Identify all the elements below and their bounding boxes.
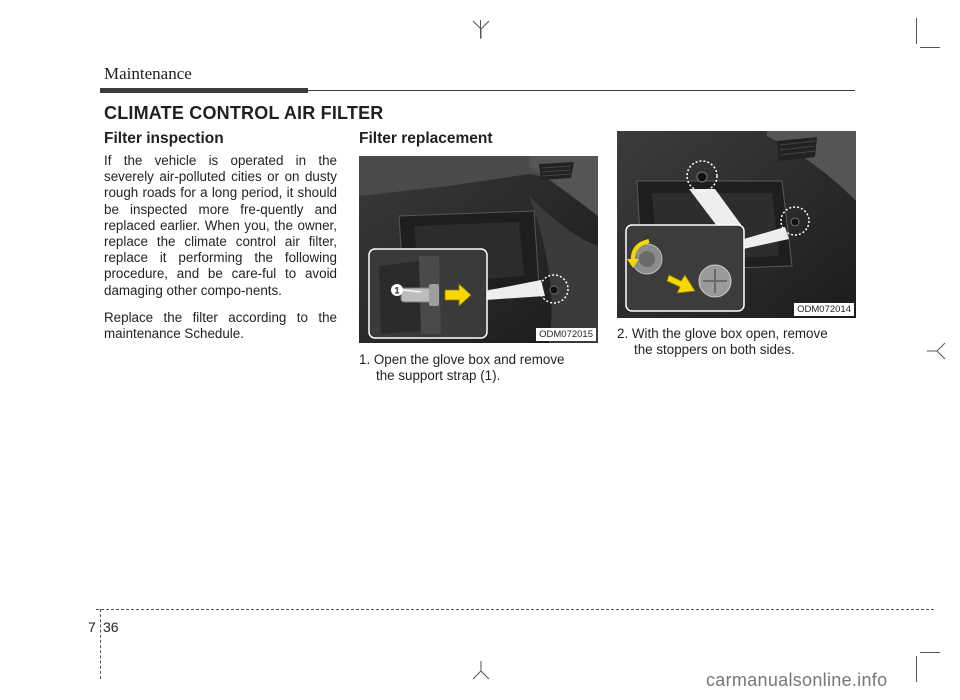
page-number: 36 (103, 619, 119, 635)
crop-mark-top-right-v (916, 18, 917, 44)
crop-mark-bottom-center (470, 660, 492, 682)
page-chapter-number: 7 (88, 619, 96, 635)
footer-vertical-rule (100, 609, 101, 679)
crop-mark-bottom-right-h (920, 652, 940, 653)
figure-glove-box-strap (359, 156, 598, 343)
glove-box-stoppers-illustration (617, 131, 856, 318)
crop-mark-top-right-h (920, 47, 940, 48)
step-1-lead: 1. Open the glove box and remove (359, 352, 565, 367)
inspection-heading: Filter inspection (104, 130, 224, 147)
replacement-heading: Filter replacement (359, 130, 493, 147)
step-2-continuation: the stoppers on both sides. (634, 342, 795, 358)
figure-glove-box-stoppers (617, 131, 856, 318)
step-2-lead: 2. With the glove box open, remove (617, 326, 828, 341)
glove-box-strap-illustration (359, 156, 598, 343)
header-rule-thick (100, 88, 308, 93)
figure-code: ODM072015 (536, 328, 596, 341)
header-rule-thin (308, 90, 855, 91)
figure-code: ODM072014 (794, 303, 854, 316)
step-2 (617, 326, 856, 358)
crop-mark-right-center (926, 340, 948, 362)
crop-mark-top-center (470, 18, 492, 40)
inspection-paragraph-1: If the vehicle is operated in the severely air-polluted cities or on dusty rough roads for a long period, it should be inspected more fre-quently and replaced earlier. When you, the owner, replace the climate control air filter, replace it performing the following procedure, and be care-ful to avoid damaging other compo-nents. (104, 153, 337, 298)
step-1-continuation: the support strap (1). (376, 368, 501, 384)
callout-label-1: 1 (394, 285, 400, 296)
crop-mark-bottom-right-v (916, 656, 917, 682)
footer-rule (96, 609, 934, 610)
step-1 (359, 352, 598, 384)
chapter-title: Maintenance (104, 64, 192, 83)
watermark: carmanualsonline.info (706, 670, 888, 690)
inspection-paragraph-2: Replace the filter according to the maintenance Schedule. (104, 310, 337, 342)
section-title: CLIMATE CONTROL AIR FILTER (104, 103, 384, 123)
